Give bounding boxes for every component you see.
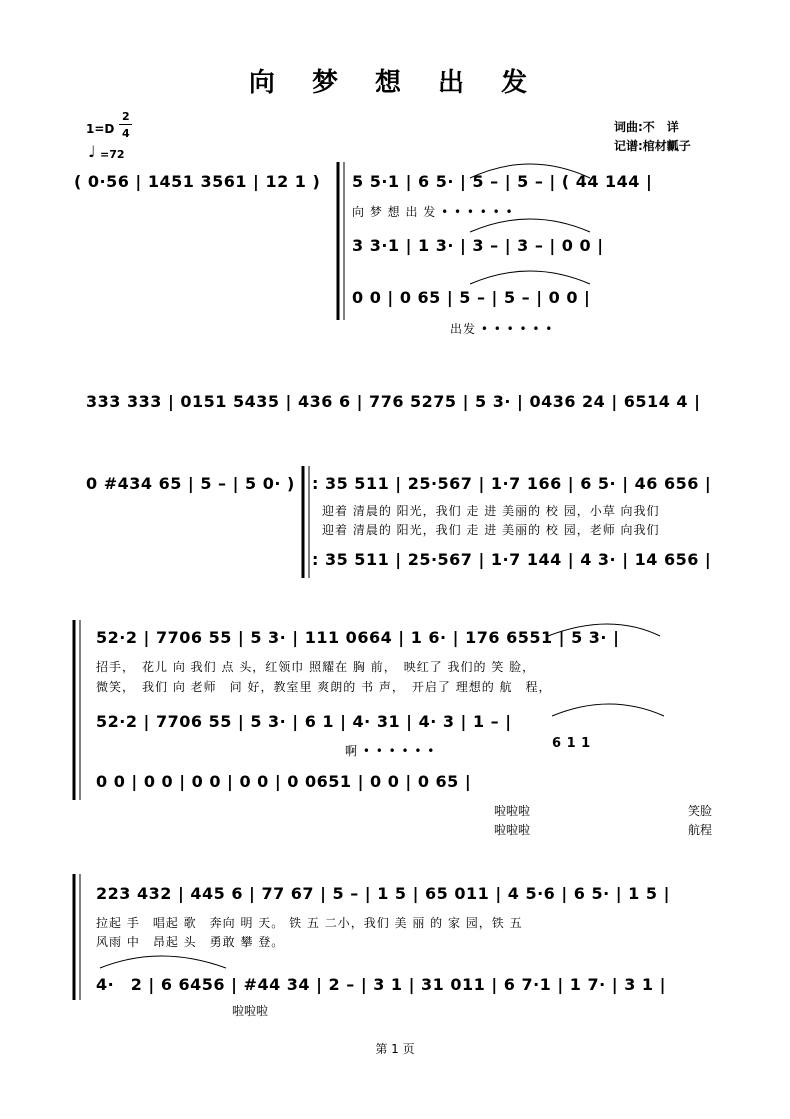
part2-notes: 3 3·1 | 1 3· | 3 – | 3 – | 0 0 | <box>352 236 604 255</box>
interlude-ending-notes: 0 #434 65 | 5 – | 5 0· ) <box>86 474 295 493</box>
part3-lyric-smile: 笑脸 <box>688 804 713 818</box>
verse1-lyric: 迎着 清晨的 阳光，我们 走 进 美丽的 校 园，小草 向我们 <box>322 504 660 518</box>
chorus-lyric-1: 招手， 花儿 向 我们 点 头，红领巾 照耀在 胸 前， 映红了 我们的 笑 脸， <box>96 660 536 674</box>
chorus-part1-notes: 52·2 | 7706 55 | 5 3· | 111 0664 | 1 6· | 176 6551 | 5 3· | <box>96 628 620 647</box>
ending-part1-notes: 223 432 | 445 6 | 77 67 | 5 – | 1 5 | 65 011 | 4 5·6 | 6 5· | 1 5 | <box>96 884 670 903</box>
part3-notes: 0 0 | 0 65 | 5 – | 5 – | 0 0 | <box>352 288 591 307</box>
verse-part1-notes: : 35 511 | 25·567 | 1·7 166 | 6 5· | 46 656 | <box>312 474 712 493</box>
lyrics-music-credit: 词曲:不 详 <box>614 120 679 134</box>
ending-lyric-2: 风雨 中 昂起 头 勇敢 攀 登。 <box>96 935 285 949</box>
chorus-part2-notes: 52·2 | 7706 55 | 5 3· | 6 1 | 4· 31 | 4· 3 | 1 – | <box>96 712 512 731</box>
tempo-marking: =72 <box>100 148 125 161</box>
ending-part2-notes: 4· 2 | 6 6456 | #44 34 | 2 – | 3 1 | 31 011 | 6 7·1 | 1 7· | 3 1 | <box>96 975 666 994</box>
time-signature-top: 2 <box>122 110 130 123</box>
interlude-notes: 333 333 | 0151 5435 | 436 6 | 776 5275 | 5 3· | 0436 24 | 6514 4 | <box>86 392 701 411</box>
chorus-part2-lower-notes: 6 1 1 <box>552 736 591 751</box>
verse2-lyric: 迎着 清晨的 阳光，我们 走 进 美丽的 校 园，老师 向我们 <box>322 523 660 537</box>
ending-lyric-1: 拉起 手 唱起 歌 奔向 明 天。 铁 五 二小，我们 美 丽 的 家 园，铁 五 <box>96 916 523 930</box>
part3-lyric-la-1: 啦啦啦 <box>494 804 531 818</box>
part1-notes: 5 5·1 | 6 5· | 5 – | 5 – | ( 44 144 | <box>352 172 653 191</box>
part3-lyric-la-2: 啦啦啦 <box>494 823 531 837</box>
page-number: 第 1 页 <box>375 1042 415 1056</box>
song-title: 向 梦 想 出 发 <box>248 68 542 98</box>
time-signature-bottom: 4 <box>122 127 130 140</box>
part3-lyric: 出发 • • • • • • <box>450 322 554 336</box>
chorus-part2-lyric: 啊 • • • • • • <box>345 744 436 758</box>
quarter-note-icon: ♩ <box>88 142 96 161</box>
ending-part2-lyric: 啦啦啦 <box>232 1004 269 1018</box>
chorus-lyric-2: 微笑， 我们 向 老师 问 好，教室里 爽朗的 书 声， 开启了 理想的 航 程， <box>96 680 552 694</box>
part3-lyric-course: 航程 <box>688 823 713 837</box>
transcriber-credit: 记谱:棺材瓤子 <box>614 139 691 153</box>
part1-lyric: 向 梦 想 出 发 • • • • • • <box>352 205 514 219</box>
key-signature: 1=D <box>86 122 115 136</box>
intro-phrase: ( 0·56 | 1451 3561 | 12 1 ) <box>74 172 321 191</box>
verse-part2-notes: : 35 511 | 25·567 | 1·7 144 | 4 3· | 14 656 | <box>312 550 712 569</box>
chorus-part3-notes: 0 0 | 0 0 | 0 0 | 0 0 | 0 0651 | 0 0 | 0 65 | <box>96 772 472 791</box>
